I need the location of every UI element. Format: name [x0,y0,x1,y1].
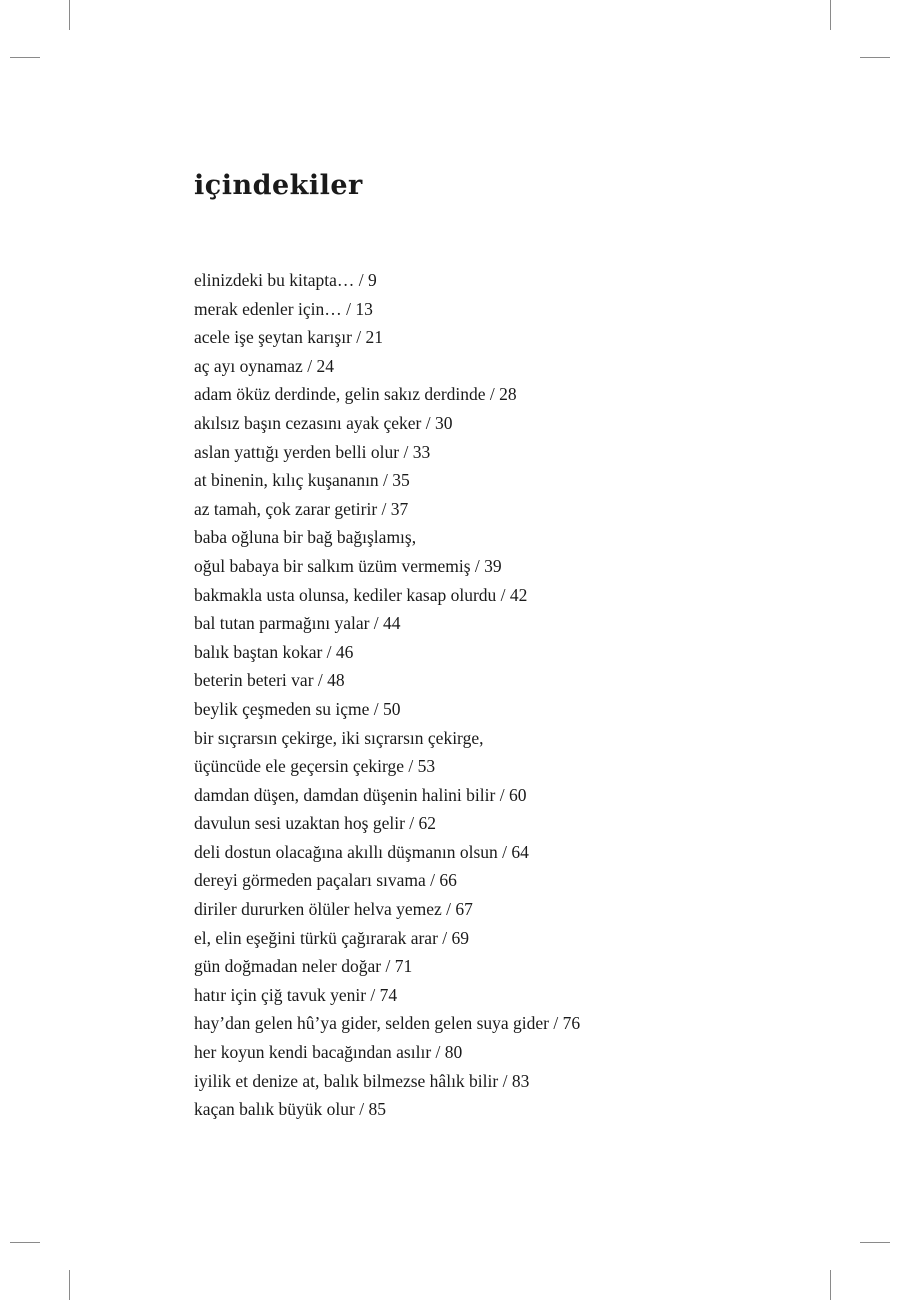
toc-entry [194,781,844,810]
toc-entry [194,380,844,409]
toc-entry-line: bal tutan parmağını yalar / 44 [194,613,401,634]
toc-entry-line: hay’dan gelen hû’ya gider, selden gelen suya gider / 76 [194,1013,581,1034]
toc-entry-line: damdan düşen, damdan düşenin halini bilir / 60 [194,784,527,805]
toc-entry-line: aslan yattığı yerden belli olur / 33 [194,441,431,462]
toc-entry-line: hatır için çiğ tavuk yenir / 74 [194,984,398,1005]
toc-entry-line: davulun sesi uzaktan hoş gelir / 62 [194,813,437,834]
toc-entry [194,866,844,895]
crop-mark-bottom-left [69,1270,70,1300]
toc-entry [194,352,844,381]
toc-entry [194,895,844,924]
toc-entry [194,666,844,695]
crop-mark-top-left [69,0,70,30]
toc-entry [194,724,844,781]
toc-entry-line: her koyun kendi bacağından asılır / 80 [194,1042,463,1063]
toc-entry [194,838,844,867]
crop-mark-left-lower [10,1242,40,1243]
toc-entry [194,981,844,1010]
toc-entry [194,323,844,352]
crop-mark-bottom-right [830,1270,831,1300]
toc-entry-line: bakmakla usta olunsa, kediler kasap olurdu / 42 [194,584,528,605]
toc-entry [194,581,844,610]
toc-entry-line: bir sıçrarsın çekirge, iki sıçrarsın çekirge, [194,727,484,748]
toc-entry-line: merak edenler için… / 13 [194,298,373,319]
toc-entry-line: deli dostun olacağına akıllı düşmanın olsun / 64 [194,841,529,862]
toc-entry [194,438,844,467]
toc-entry-line: acele işe şeytan karışır / 21 [194,327,384,348]
crop-mark-top-right [830,0,831,30]
toc-entry [194,466,844,495]
crop-mark-right-lower [860,1242,890,1243]
toc-entry-line: aç ayı oynamaz / 24 [194,355,334,376]
toc-entry-line: az tamah, çok zarar getirir / 37 [194,498,409,519]
toc-entry [194,295,844,324]
toc-entry [194,809,844,838]
table-of-contents [194,266,844,1124]
toc-entry-line: baba oğluna bir bağ bağışlamış, [194,527,417,548]
toc-entry [194,924,844,953]
page-title: içindekiler [194,170,363,201]
crop-mark-right-upper [860,57,890,58]
toc-entry-line: üçüncüde ele geçersin çekirge / 53 [194,756,436,777]
toc-entry-line: diriler dururken ölüler helva yemez / 67 [194,899,473,920]
toc-entry [194,495,844,524]
toc-entry-line: iyilik et denize at, balık bilmezse hâlık bilir / 83 [194,1070,530,1091]
toc-entry [194,695,844,724]
toc-entry [194,266,844,295]
toc-entry [194,523,844,580]
toc-entry-line: adam öküz derdinde, gelin sakız derdinde / 28 [194,384,517,405]
crop-mark-left-upper [10,57,40,58]
toc-entry-line: gün doğmadan neler doğar / 71 [194,956,413,977]
toc-entry-line: beterin beteri var / 48 [194,670,345,691]
toc-entry-line: balık baştan kokar / 46 [194,641,354,662]
toc-entry-line: akılsız başın cezasını ayak çeker / 30 [194,412,453,433]
toc-entry [194,409,844,438]
toc-entry [194,638,844,667]
toc-entry-line: el, elin eşeğini türkü çağırarak arar / 69 [194,927,470,948]
toc-entry [194,609,844,638]
toc-entry-line: beylik çeşmeden su içme / 50 [194,698,401,719]
toc-entry-line: at binenin, kılıç kuşananın / 35 [194,470,410,491]
toc-entry-line: oğul babaya bir salkım üzüm vermemiş / 39 [194,555,502,576]
toc-entry-line: kaçan balık büyük olur / 85 [194,1099,386,1120]
toc-entry [194,952,844,981]
toc-entry [194,1067,844,1096]
toc-entry-line: dereyi görmeden paçaları sıvama / 66 [194,870,457,891]
toc-entry [194,1009,844,1038]
toc-entry [194,1038,844,1067]
toc-entry [194,1095,844,1124]
toc-entry-line: elinizdeki bu kitapta… / 9 [194,270,377,290]
